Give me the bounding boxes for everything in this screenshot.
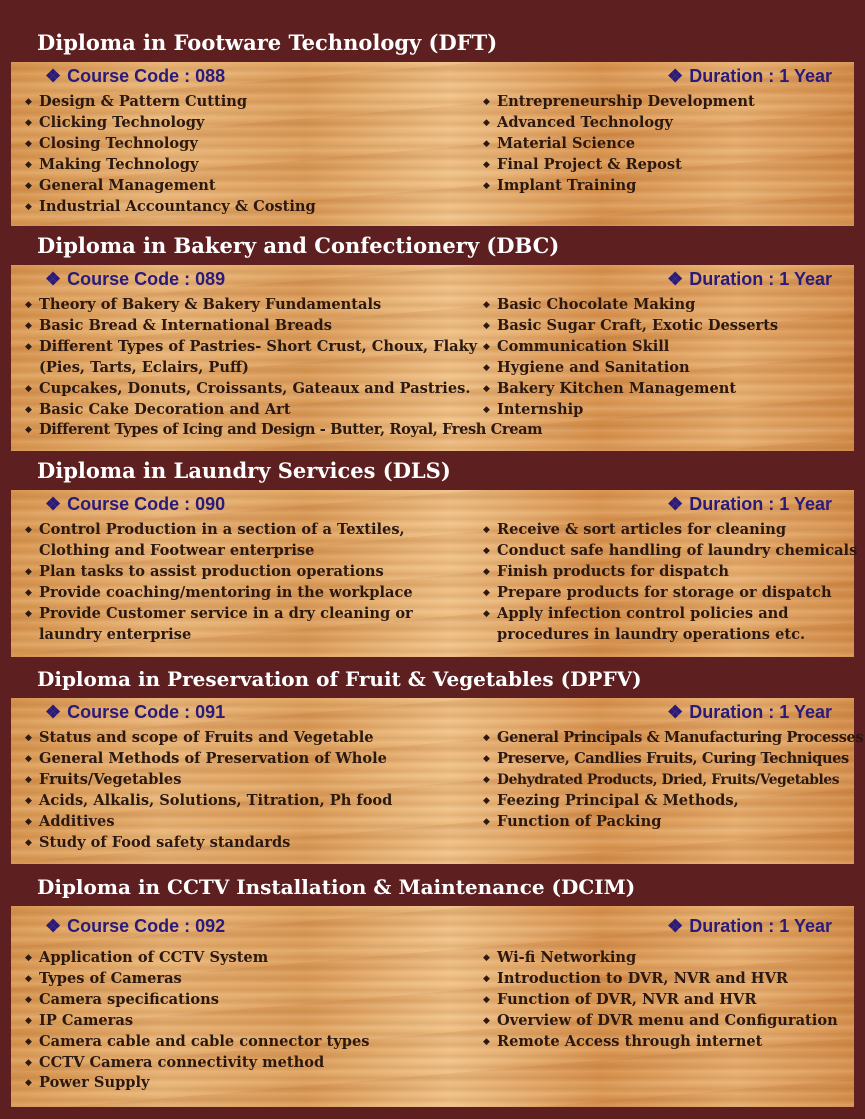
diamond-star-icon: ❖ [667, 66, 684, 86]
list-item: ◆ Closing Technology [25, 134, 475, 155]
section-panel [11, 490, 858, 657]
list-item: ◆ Control Production in a section of a Textiles, Clothing and Footwear enterprise [25, 520, 475, 562]
list-item: ◆ Implant Training [483, 176, 853, 197]
list-item: ◆ CCTV Camera connectivity method [25, 1053, 475, 1074]
diamond-star-icon: ❖ [667, 269, 684, 289]
list-item: ◆ Fruits/Vegetables [25, 770, 475, 791]
list-item: ◆ Material Science [483, 134, 853, 155]
course-meta [11, 494, 854, 520]
diamond-star-icon: ❖ [45, 916, 62, 936]
diamond-star-icon: ❖ [45, 702, 62, 722]
subject-list-left [25, 92, 475, 217]
section-dls [11, 452, 858, 657]
section-dcim [11, 868, 854, 1107]
list-item: ◆ Bakery Kitchen Management [483, 379, 853, 400]
course-code: ❖ Course Code : 090 [45, 494, 226, 514]
list-item: ◆ Apply infection control policies and procedures in laundry operations etc. [483, 604, 853, 646]
subject-list-right [483, 520, 858, 645]
list-item: ◆ Basic Chocolate Making [483, 295, 853, 316]
subject-list-left [25, 948, 475, 1094]
list-item: ◆ Function of Packing [483, 812, 853, 833]
subject-list-right [483, 92, 853, 197]
course-code: ❖ Course Code : 088 [45, 66, 226, 86]
list-item: ◆ Power Supply [25, 1073, 475, 1094]
list-item: ◆ Types of Cameras [25, 969, 475, 990]
diamond-star-icon: ❖ [667, 916, 684, 936]
list-item: ◆ Different Types of Icing and Design - Butter, Royal, Fresh Cream [25, 420, 475, 441]
list-item: ◆ Receive & sort articles for cleaning [483, 520, 853, 541]
subject-list-right [483, 295, 853, 420]
list-item: ◆ Introduction to DVR, NVR and HVR [483, 969, 853, 990]
list-item: ◆ Making Technology [25, 155, 475, 176]
list-item: ◆ Industrial Accountancy & Costing [25, 197, 475, 218]
diamond-star-icon: ❖ [667, 494, 684, 514]
list-item: ◆ Provide Customer service in a dry cleaning or laundry enterprise [25, 604, 475, 646]
subject-list-left [25, 520, 475, 645]
list-item: ◆ Hygiene and Sanitation [483, 358, 853, 379]
list-item: ◆ Theory of Bakery & Bakery Fundamentals [25, 295, 475, 316]
section-panel [11, 265, 854, 451]
course-code: ❖ Course Code : 092 [45, 916, 226, 936]
subject-list-right [483, 948, 853, 1053]
section-panel [11, 698, 864, 864]
list-item: ◆ Overview of DVR menu and Configuration [483, 1011, 853, 1032]
list-item: ◆ Application of CCTV System [25, 948, 475, 969]
section-title: Diploma in Preservation of Fruit & Vegetables (DPFV) [11, 660, 693, 698]
list-item: ◆ Feezing Principal & Methods, [483, 791, 853, 812]
section-dbc [11, 227, 854, 451]
list-item: ◆ Preserve, Candlies Fruits, Curing Techniques [483, 749, 853, 770]
diamond-star-icon: ❖ [45, 66, 62, 86]
course-meta [11, 702, 854, 728]
section-title: Diploma in Footware Technology (DFT) [11, 24, 693, 62]
list-item: ◆ Status and scope of Fruits and Vegetable [25, 728, 475, 749]
list-item: ◆ Additives [25, 812, 475, 833]
list-item: ◆ Basic Bread & International Breads [25, 316, 475, 337]
list-item: ◆ Basic Sugar Craft, Exotic Desserts [483, 316, 853, 337]
list-item: ◆ Finish products for dispatch [483, 562, 853, 583]
list-item: ◆ Camera cable and cable connector types [25, 1032, 475, 1053]
list-item: ◆ Design & Pattern Cutting [25, 92, 475, 113]
list-item: ◆ Plan tasks to assist production operations [25, 562, 475, 583]
course-duration: ❖ Duration : 1 Year [667, 702, 832, 722]
list-item: ◆ Camera specifications [25, 990, 475, 1011]
list-item: ◆ Internship [483, 400, 853, 421]
course-meta [11, 916, 854, 942]
list-item: ◆ Acids, Alkalis, Solutions, Titration, Ph food [25, 791, 475, 812]
list-item: ◆ Function of DVR, NVR and HVR [483, 990, 853, 1011]
list-item: ◆ Different Types of Pastries- Short Crust, Choux, Flaky (Pies, Tarts, Eclairs, Puff) [25, 337, 475, 379]
list-item: ◆ General Principals & Manufacturing Processes [483, 728, 853, 749]
section-title: Diploma in Bakery and Confectionery (DBC) [11, 227, 693, 265]
list-item: ◆ Cupcakes, Donuts, Croissants, Gateaux and Pastries. [25, 379, 475, 400]
diamond-star-icon: ❖ [667, 702, 684, 722]
list-item: ◆ Study of Food safety standards [25, 833, 475, 854]
list-item: ◆ Clicking Technology [25, 113, 475, 134]
section-dft [11, 24, 854, 226]
list-item: ◆ General Methods of Preservation of Whole [25, 749, 475, 770]
list-item: ◆ General Management [25, 176, 475, 197]
diamond-star-icon: ❖ [45, 494, 62, 514]
course-meta [11, 66, 854, 92]
course-duration: ❖ Duration : 1 Year [667, 66, 832, 86]
diamond-star-icon: ❖ [45, 269, 62, 289]
course-duration: ❖ Duration : 1 Year [667, 494, 832, 514]
list-item: ◆ IP Cameras [25, 1011, 475, 1032]
subject-list-left [25, 728, 475, 853]
section-title: Diploma in CCTV Installation & Maintenance (DCIM) [11, 868, 693, 906]
list-item: ◆ Basic Cake Decoration and Art [25, 400, 475, 421]
subject-list-right [483, 728, 864, 833]
section-dpfv [11, 660, 864, 864]
section-panel [11, 906, 854, 1107]
section-title: Diploma in Laundry Services (DLS) [11, 452, 693, 490]
course-code: ❖ Course Code : 091 [45, 702, 226, 722]
list-item: ◆ Remote Access through internet [483, 1032, 853, 1053]
section-panel [11, 62, 854, 226]
course-meta [11, 269, 854, 295]
course-duration: ❖ Duration : 1 Year [667, 269, 832, 289]
list-item: ◆ Communication Skill [483, 337, 853, 358]
list-item: ◆ Dehydrated Products, Dried, Fruits/Vegetables [483, 770, 853, 791]
list-item: ◆ Provide coaching/mentoring in the workplace [25, 583, 475, 604]
list-item: ◆ Advanced Technology [483, 113, 853, 134]
list-item: ◆ Prepare products for storage or dispatch [483, 583, 853, 604]
list-item: ◆ Wi-fi Networking [483, 948, 853, 969]
list-item: ◆ Entrepreneurship Development [483, 92, 853, 113]
course-code: ❖ Course Code : 089 [45, 269, 226, 289]
course-duration: ❖ Duration : 1 Year [667, 916, 832, 936]
list-item: ◆ Final Project & Repost [483, 155, 853, 176]
list-item: ◆ Conduct safe handling of laundry chemicals [483, 541, 853, 562]
